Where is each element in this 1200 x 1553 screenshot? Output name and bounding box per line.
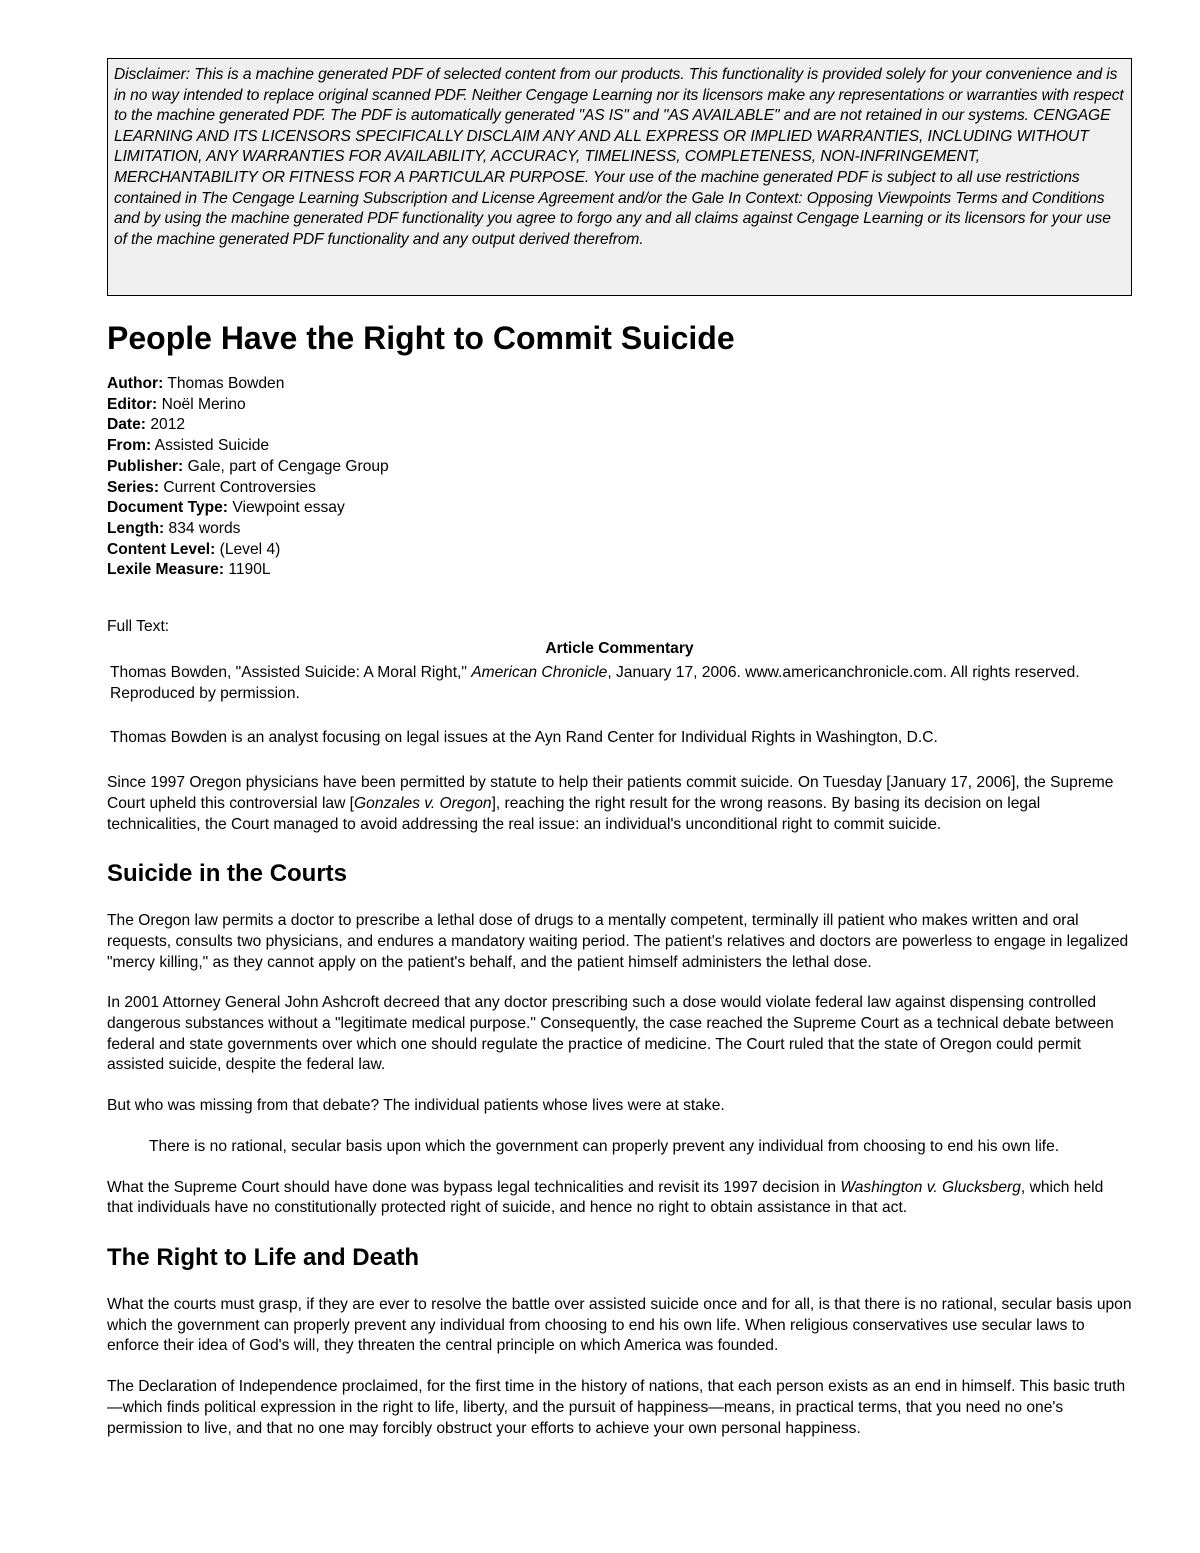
meta-content-level <box>107 540 1132 561</box>
full-text-label: Full Text: <box>107 618 170 636</box>
meta-value: Assisted Suicide <box>154 437 270 455</box>
disclaimer-box <box>107 58 1132 296</box>
meta-author <box>107 374 1132 395</box>
case-name: Gonzales v. Oregon <box>354 794 492 812</box>
meta-value: 2012 <box>150 416 186 434</box>
meta-label: Document Type: <box>107 499 229 517</box>
meta-date <box>107 415 1132 436</box>
intro-text: Since 1997 Oregon physicians have been permitted by statute to help their patients commit suicide. On Tuesday [January 17, 2006], the Supreme Court upheld this controversial law [ <box>107 774 1114 812</box>
meta-from <box>107 436 1132 457</box>
body-paragraph: What the courts must grasp, if they are ever to resolve the battle over assisted suicide once and for all, is that there is no rational, secular basis upon which the government can properly prevent any individual from choosing to end his own life. When religious conservatives use secular laws to enforce their idea of God's will, they threaten the central principle on which America was founded. <box>107 1295 1132 1355</box>
meta-value: Current Controversies <box>163 478 316 496</box>
commentary-heading: Article Commentary <box>545 640 694 658</box>
meta-value: Thomas Bowden <box>167 375 285 392</box>
citation-source: American Chronicle <box>471 664 608 682</box>
meta-publisher <box>107 457 1132 478</box>
body-paragraph: In 2001 Attorney General John Ashcroft decreed that any doctor prescribing such a dose would violate federal law against dispensing controlled dangerous substances without a "legitimate medical purpose." Consequently, the case reached the Supreme Court as a technical debate between federal and state governments over which one should regulate the practice of medicine. The Court ruled that the state of Oregon could permit assisted suicide, despite the federal law. <box>107 994 1114 1074</box>
meta-document-type <box>107 498 1132 519</box>
intro-paragraph <box>107 773 1132 835</box>
pull-quote: There is no rational, secular basis upon which the government can properly prevent any individual from choosing to end his own life. <box>149 1137 1060 1155</box>
meta-label: Author: <box>107 375 164 392</box>
author-bio: Thomas Bowden is an analyst focusing on legal issues at the Ayn Rand Center for Individual Rights in Washington, D.C. <box>110 729 938 747</box>
article-title: People Have the Right to Commit Suicide <box>107 320 735 356</box>
meta-label: Length: <box>107 519 165 537</box>
meta-value: 834 words <box>168 519 241 537</box>
section-heading-right-life-death: The Right to Life and Death <box>107 1243 419 1271</box>
document-page <box>107 58 1132 1439</box>
body-paragraph: The Oregon law permits a doctor to prescribe a lethal dose of drugs to a mentally competent, terminally ill patient who makes written and oral requests, consults two physicians, and endures a mandatory waiting period. The patient's relatives and doctors are powerless to engage in legalized "mercy killing," as they cannot apply on the patient's behalf, and the patient himself administers the lethal dose. <box>107 912 1129 971</box>
article-metadata <box>107 374 1132 581</box>
meta-value: Noël Merino <box>161 395 246 413</box>
meta-label: Content Level: <box>107 540 216 558</box>
meta-label: Series: <box>107 478 160 496</box>
body-text-end: , which held that individuals have no constitutionally protected right of suicide, and hence no right to obtain assistance in that act. <box>107 1178 1104 1217</box>
meta-label: Lexile Measure: <box>107 561 225 579</box>
body-paragraph <box>107 1178 1132 1219</box>
meta-label: Publisher: <box>107 457 184 475</box>
meta-label: From: <box>107 437 152 455</box>
intro-text-end: ], reaching the right result for the wrong reasons. By basing its decision on legal technicalities, the Court managed to avoid addressing the real issue: an individual's unconditional right to commit suicide. <box>107 794 1041 833</box>
meta-label: Editor: <box>107 395 158 413</box>
meta-value: (Level 4) <box>219 540 281 558</box>
meta-label: Date: <box>107 416 146 434</box>
body-text: What the Supreme Court should have done was bypass legal technicalities and revisit its 1997 decision in <box>107 1178 841 1196</box>
case-name: Washington v. Glucksberg <box>840 1178 1021 1196</box>
citation-text: Thomas Bowden, "Assisted Suicide: A Moral Right," <box>110 664 472 682</box>
citation-text-end: , January 17, 2006. www.americanchronicle.com. All rights reserved. Reproduced by permission. <box>110 664 1080 702</box>
meta-length <box>107 519 1132 540</box>
meta-value: 1190L <box>228 561 271 579</box>
meta-series <box>107 478 1132 499</box>
meta-lexile-measure <box>107 560 1132 581</box>
section-heading-suicide-courts: Suicide in the Courts <box>107 860 348 888</box>
meta-editor <box>107 395 1132 416</box>
body-paragraph: But who was missing from that debate? The individual patients whose lives were at stake. <box>107 1097 725 1115</box>
body-paragraph: The Declaration of Independence proclaimed, for the first time in the history of nations, that each person exists as an end in himself. This basic truth—which finds political expression in the right to life, liberty, and the pursuit of happiness—means, in practical terms, that you need no one's permission to live, and that no one may forcibly obstruct your efforts to achieve your own personal happiness. <box>107 1378 1126 1437</box>
commentary-citation <box>107 663 1132 704</box>
meta-value: Gale, part of Cengage Group <box>187 457 389 475</box>
meta-value: Viewpoint essay <box>232 499 345 517</box>
disclaimer-text: Disclaimer: This is a machine generated PDF of selected content from our products. This functionality is provided solely for your convenience and is in no way intended to replace original scanned PDF. Neither Cengage Learning nor its licensors make any representations or warranties with respect to the machine generated PDF. The PDF is automatically generated "AS IS" and "AS AVAILABLE" and are not retained in our systems. CENGAGE LEARNING AND ITS LICENSORS SPECIFICALLY DISCLAIM ANY AND ALL EXPRESS OR IMPLIED WARRANTIES, INCLUDING WITHOUT LIMITATION, ANY WARRANTIES FOR AVAILABILITY, ACCURACY, TIMELINESS, COMPLETENESS, NON-INFRINGEMENT, MERCHANTABILITY OR FITNESS FOR A PARTICULAR PURPOSE. Your use of the machine generated PDF is subject to all use restrictions contained in The Cengage Learning Subscription and License Agreement and/or the Gale In Context: Opposing Viewpoints Terms and Conditions and by using the machine generated PDF functionality you agree to forgo any and all claims against Cengage Learning or its licensors for your use of the machine generated PDF functionality and any output derived therefrom. <box>114 66 1124 248</box>
